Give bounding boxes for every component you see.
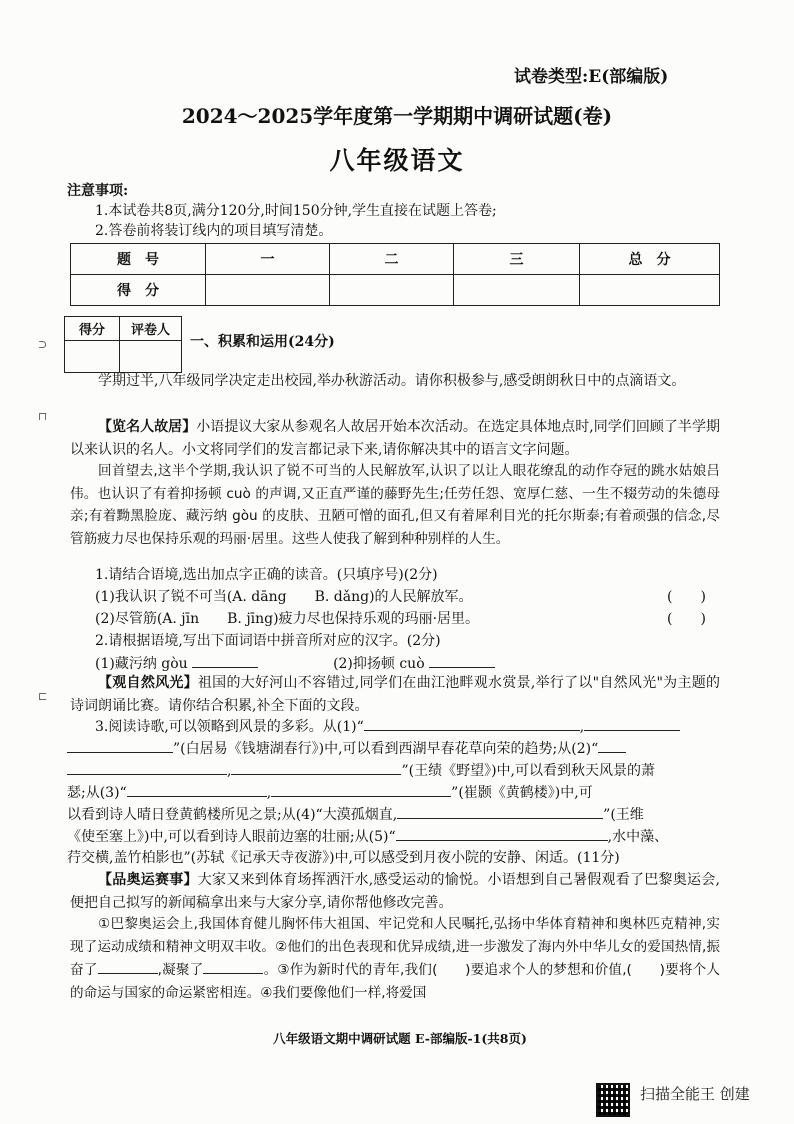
score-header-cell: 一 bbox=[206, 244, 330, 275]
q1-item-1: (1)我认识了锐不可当(A. dāng B. dǎng)的人民解放军。 bbox=[95, 589, 473, 605]
grader-name-cell[interactable] bbox=[120, 341, 182, 373]
q3-text: ”(白居易《钱塘湖春行》)中,可以看到西湖早春花草向荣的趋势;从(2)“ bbox=[173, 741, 599, 757]
scenery-tag: 【观自然风光】 bbox=[98, 675, 198, 691]
scenery-paragraph bbox=[70, 672, 720, 717]
olympics-passage bbox=[70, 913, 720, 1004]
score-cell[interactable] bbox=[206, 275, 330, 306]
grader-table bbox=[64, 316, 182, 373]
q3-blank[interactable] bbox=[127, 781, 267, 797]
scanner-watermark: 扫描全能王 创建 bbox=[640, 1085, 750, 1103]
olympics-passage-a: ①巴黎奥运会上,我国体育健儿胸怀伟大祖国、牢记党和人民嘱托,弘扬中华体育精神和奥林匹克精神,实现了运动成绩和精神文明双丰收。②他们的出色表现和优异成绩,进一步激发了海内外中华儿女的爱国热情,振奋了 bbox=[70, 916, 720, 978]
q2-item-2: (2)抑扬顿 cuò bbox=[333, 656, 425, 672]
q1-item-2: (2)尽管筋(A. jīn B. jīng)疲力尽也保持乐观的玛丽·居里。 bbox=[95, 611, 480, 627]
page-footer: 八年级语文期中调研试题 E-部编版-1(共8页) bbox=[273, 1031, 527, 1046]
score-cell[interactable] bbox=[454, 275, 580, 306]
q3-blank[interactable] bbox=[598, 737, 626, 753]
q3-blank[interactable] bbox=[397, 803, 603, 819]
q3-text: 瑟;从(3)“ bbox=[67, 785, 127, 801]
olympics-blank[interactable] bbox=[203, 958, 263, 974]
q3-blank[interactable] bbox=[396, 825, 608, 841]
q3-line-6 bbox=[67, 825, 668, 848]
q3-line-7: 荇交横,盖竹柏影也”(苏轼《记承天寺夜游》)中,可以感受到月夜小院的安静、闲适。(11分) bbox=[67, 850, 620, 866]
visit-passage bbox=[70, 460, 720, 550]
note-item: 2.答卷前将装订线内的项目填写清楚。 bbox=[95, 223, 333, 239]
q1-answer-2[interactable]: ( ) bbox=[667, 611, 706, 627]
q3-text: ”(崔颢《黄鹤楼》)中,可 bbox=[451, 785, 593, 801]
visit-tag: 【览名人故居】 bbox=[98, 419, 197, 435]
subject-title: 八年级语文 bbox=[329, 146, 465, 175]
q3-comma: , bbox=[266, 785, 272, 801]
q3-blank[interactable] bbox=[67, 737, 173, 753]
q1-stem: 1.请结合语境,选出加点字正确的读音。(只填序号)(2分) bbox=[95, 567, 438, 583]
q3-line-4 bbox=[67, 781, 593, 804]
binding-mark: ⊓ bbox=[38, 410, 48, 423]
score-table bbox=[70, 243, 720, 306]
score-header-cell: 总 分 bbox=[580, 244, 720, 275]
score-header-cell: 题 号 bbox=[71, 244, 206, 275]
q3-text: 《使至塞上》)中,可以看到诗人眼前边塞的壮丽;从(5)“ bbox=[67, 829, 396, 845]
q3-line-5 bbox=[67, 803, 644, 826]
exam-title: 2024～2025学年度第一学期期中调研试题(卷) bbox=[181, 104, 613, 128]
score-header-cell: 三 bbox=[454, 244, 580, 275]
q3-line-2 bbox=[67, 737, 626, 760]
q3-blank[interactable] bbox=[364, 715, 580, 731]
score-header-cell: 二 bbox=[330, 244, 454, 275]
q2-blank-1[interactable] bbox=[192, 652, 258, 668]
q3-line-1 bbox=[95, 715, 680, 738]
visit-passage-text: 回首望去,这半个学期,我认识了锐不可当的人民解放军,认识了以让人眼花缭乱的动作夺冠的跳水姑娘吕伟。也认识了有着抑扬顿 cuò 的声调,又正直严谨的藤野先生;任劳任怨、宽厚仁慈、一生不辍劳动的朱德母亲;有着黝黑脸庞、藏污纳 gòu 的皮肤、丑陋可憎的面孔,但又有着犀利目光的托尔斯泰;有着顽强的信念,尽管筋疲力尽也保持乐观的玛丽·居里。这些人使我了解到种种别样的人生。 bbox=[70, 463, 720, 547]
q2-item-1: (1)藏污纳 gòu bbox=[95, 656, 188, 672]
score-row-label: 得 分 bbox=[71, 275, 206, 306]
q3-blank[interactable] bbox=[584, 715, 680, 731]
q3-blank[interactable] bbox=[67, 759, 227, 775]
q3-blank[interactable] bbox=[231, 759, 401, 775]
q2-stem: 2.请根据语境,写出下面词语中拼音所对应的汉字。(2分) bbox=[95, 633, 441, 649]
binding-mark: ⊃ bbox=[38, 338, 48, 351]
q3-text: ”(王维 bbox=[603, 807, 644, 823]
q3-text: 3.阅读诗歌,可以领略到风景的多彩。从(1)“ bbox=[95, 719, 364, 735]
q3-blank[interactable] bbox=[271, 781, 451, 797]
qr-code-icon bbox=[596, 1083, 630, 1117]
grader-score-label: 得分 bbox=[65, 317, 120, 341]
q1-answer-1[interactable]: ( ) bbox=[667, 589, 706, 605]
q3-text: ,水中藻、 bbox=[607, 829, 669, 845]
paper-type: 试卷类型:E(部编版) bbox=[514, 67, 669, 87]
q3-comma: , bbox=[227, 763, 232, 779]
intro-text: 学期过半,八年级同学决定走出校园,举办秋游活动。请你积极参与,感受朗朗秋日中的点滴语文。 bbox=[98, 373, 686, 389]
q3-line-3 bbox=[67, 759, 655, 782]
olympics-text: 大家又来到体育场挥洒汗水,感受运动的愉悦。小语想到自己暑假观看了巴黎奥运会,便把自己拟写的新闻稿拿出来与大家分享,请你帮他修改完善。 bbox=[70, 872, 720, 911]
q3-text: 以看到诗人晴日登黄鹤楼所见之景;从(4)“大漠孤烟直, bbox=[67, 807, 398, 823]
visit-paragraph bbox=[70, 416, 720, 461]
q2-blank-2[interactable] bbox=[429, 652, 495, 668]
binding-mark: ⊏ bbox=[38, 690, 48, 703]
visit-text: 小语提议大家从参观名人故居开始本次活动。在选定具体地点时,同学们回顾了半学期以来认识的名人。小文将同学们的发言都记录下来,请你解决其中的语言文字问题。 bbox=[70, 419, 720, 458]
olympics-passage-c: 。③作为新时代的青年,我们( )要追求个人的梦想和价值,( )要将个人的命运与国家的命运紧密相连。④我们要像他们一样,将爱国 bbox=[70, 962, 720, 1001]
grader-score-cell[interactable] bbox=[65, 341, 120, 373]
intro-paragraph bbox=[70, 370, 720, 393]
q3-text: ”(王绩《野望》)中,可以看到秋天风景的萧 bbox=[401, 763, 655, 779]
section-title: 一、积累和运用(24分) bbox=[190, 334, 335, 350]
olympics-blank[interactable] bbox=[98, 958, 158, 974]
score-cell[interactable] bbox=[330, 275, 454, 306]
grader-name-label: 评卷人 bbox=[120, 317, 182, 341]
notes-heading: 注意事项: bbox=[67, 183, 129, 199]
note-item: 1.本试卷共8页,满分120分,时间150分钟,学生直接在试题上答卷; bbox=[95, 203, 497, 219]
score-cell[interactable] bbox=[580, 275, 720, 306]
olympics-passage-b: ,凝聚了 bbox=[157, 962, 204, 978]
olympics-paragraph bbox=[70, 869, 720, 914]
olympics-tag: 【品奥运赛事】 bbox=[98, 872, 198, 888]
q3-comma: , bbox=[579, 719, 585, 735]
scenery-text: 祖国的大好河山不容错过,同学们在曲江池畔观水赏景,举行了以"自然风光"为主题的诗词朗诵比赛。请你结合积累,补全下面的文段。 bbox=[70, 675, 721, 714]
